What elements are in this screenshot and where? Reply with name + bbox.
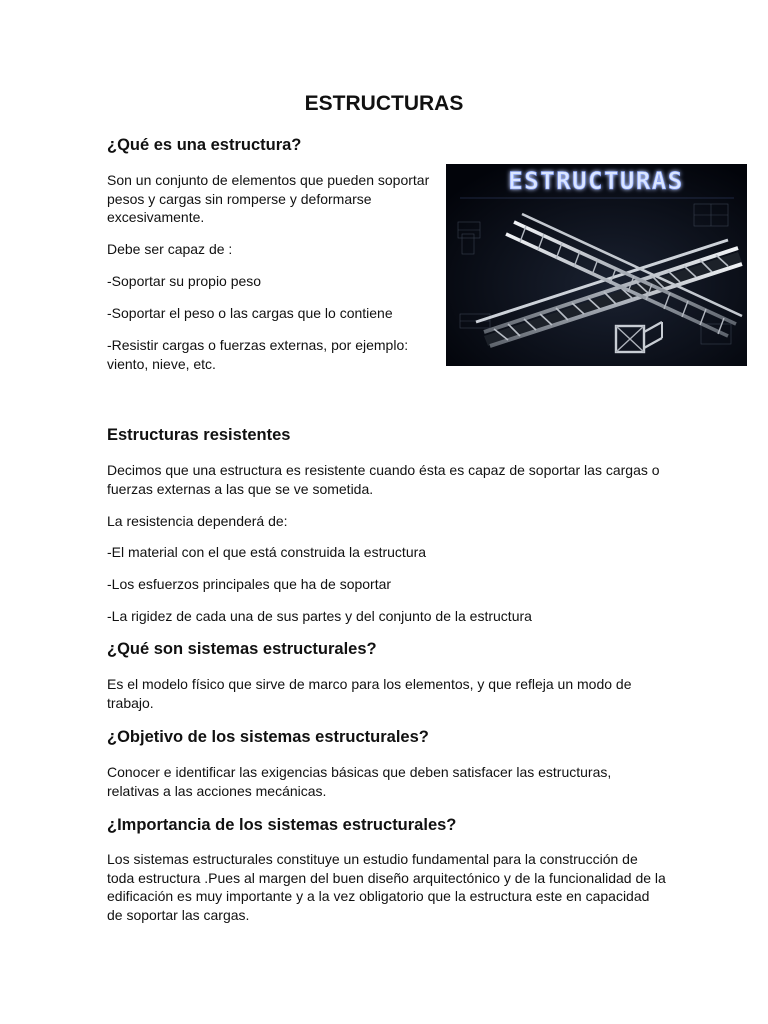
image-caption: ESTRUCTURAS: [508, 167, 684, 195]
paragraph-resistance-depends: La resistencia dependerá de:: [107, 513, 288, 529]
list-item-stresses: -Los esfuerzos principales que ha de soportar: [107, 576, 392, 592]
paragraph-definition: Son un conjunto de elementos que pueden soportar pesos y cargas sin romperse y deformarse excesivamente.: [107, 172, 430, 225]
list-item-loads: -Soportar el peso o las cargas que lo contiene: [107, 305, 393, 321]
paragraph-objective: Conocer e identificar las exigencias básicas que deben satisfacer las estructuras, relativas a las acciones mecánicas.: [107, 764, 612, 799]
heading-systems-importance: ¿Importancia de los sistemas estructurales?: [107, 816, 457, 834]
paragraph-importance: Los sistemas estructurales constituye un estudio fundamental para la construcción de toda estructura .Pues al margen del buen diseño arquitectónico y de la funcionalidad de la edificación es muy importante y a la vez obligatorio que la estructura este en capacidad de soportar las cargas.: [107, 851, 666, 923]
paragraph-resistant-definition: Decimos que una estructura es resistente cuando ésta es capaz de soportar las cargas o fuerzas externas a las que se ve sometida.: [107, 462, 660, 497]
heading-resistant-structures: Estructuras resistentes: [107, 426, 291, 444]
paragraph-must-be-able: Debe ser capaz de :: [107, 241, 233, 257]
heading-systems-objective: ¿Objetivo de los sistemas estructurales?: [107, 728, 429, 746]
page-title: ESTRUCTURAS: [304, 92, 464, 115]
heading-what-is-structure: ¿Qué es una estructura?: [107, 136, 302, 154]
paragraph-systems-definition: Es el modelo físico que sirve de marco para los elementos, y que refleja un modo de trabajo.: [107, 676, 632, 711]
structures-image: [446, 164, 747, 366]
list-item-rigidity: -La rigidez de cada una de sus partes y del conjunto de la estructura: [107, 608, 532, 624]
list-item-external-forces: -Resistir cargas o fuerzas externas, por ejemplo: viento, nieve, etc.: [107, 337, 409, 372]
heading-structural-systems: ¿Qué son sistemas estructurales?: [107, 640, 377, 658]
list-item-material: -El material con el que está construida la estructura: [107, 544, 427, 560]
list-item-own-weight: -Soportar su propio peso: [107, 273, 262, 289]
